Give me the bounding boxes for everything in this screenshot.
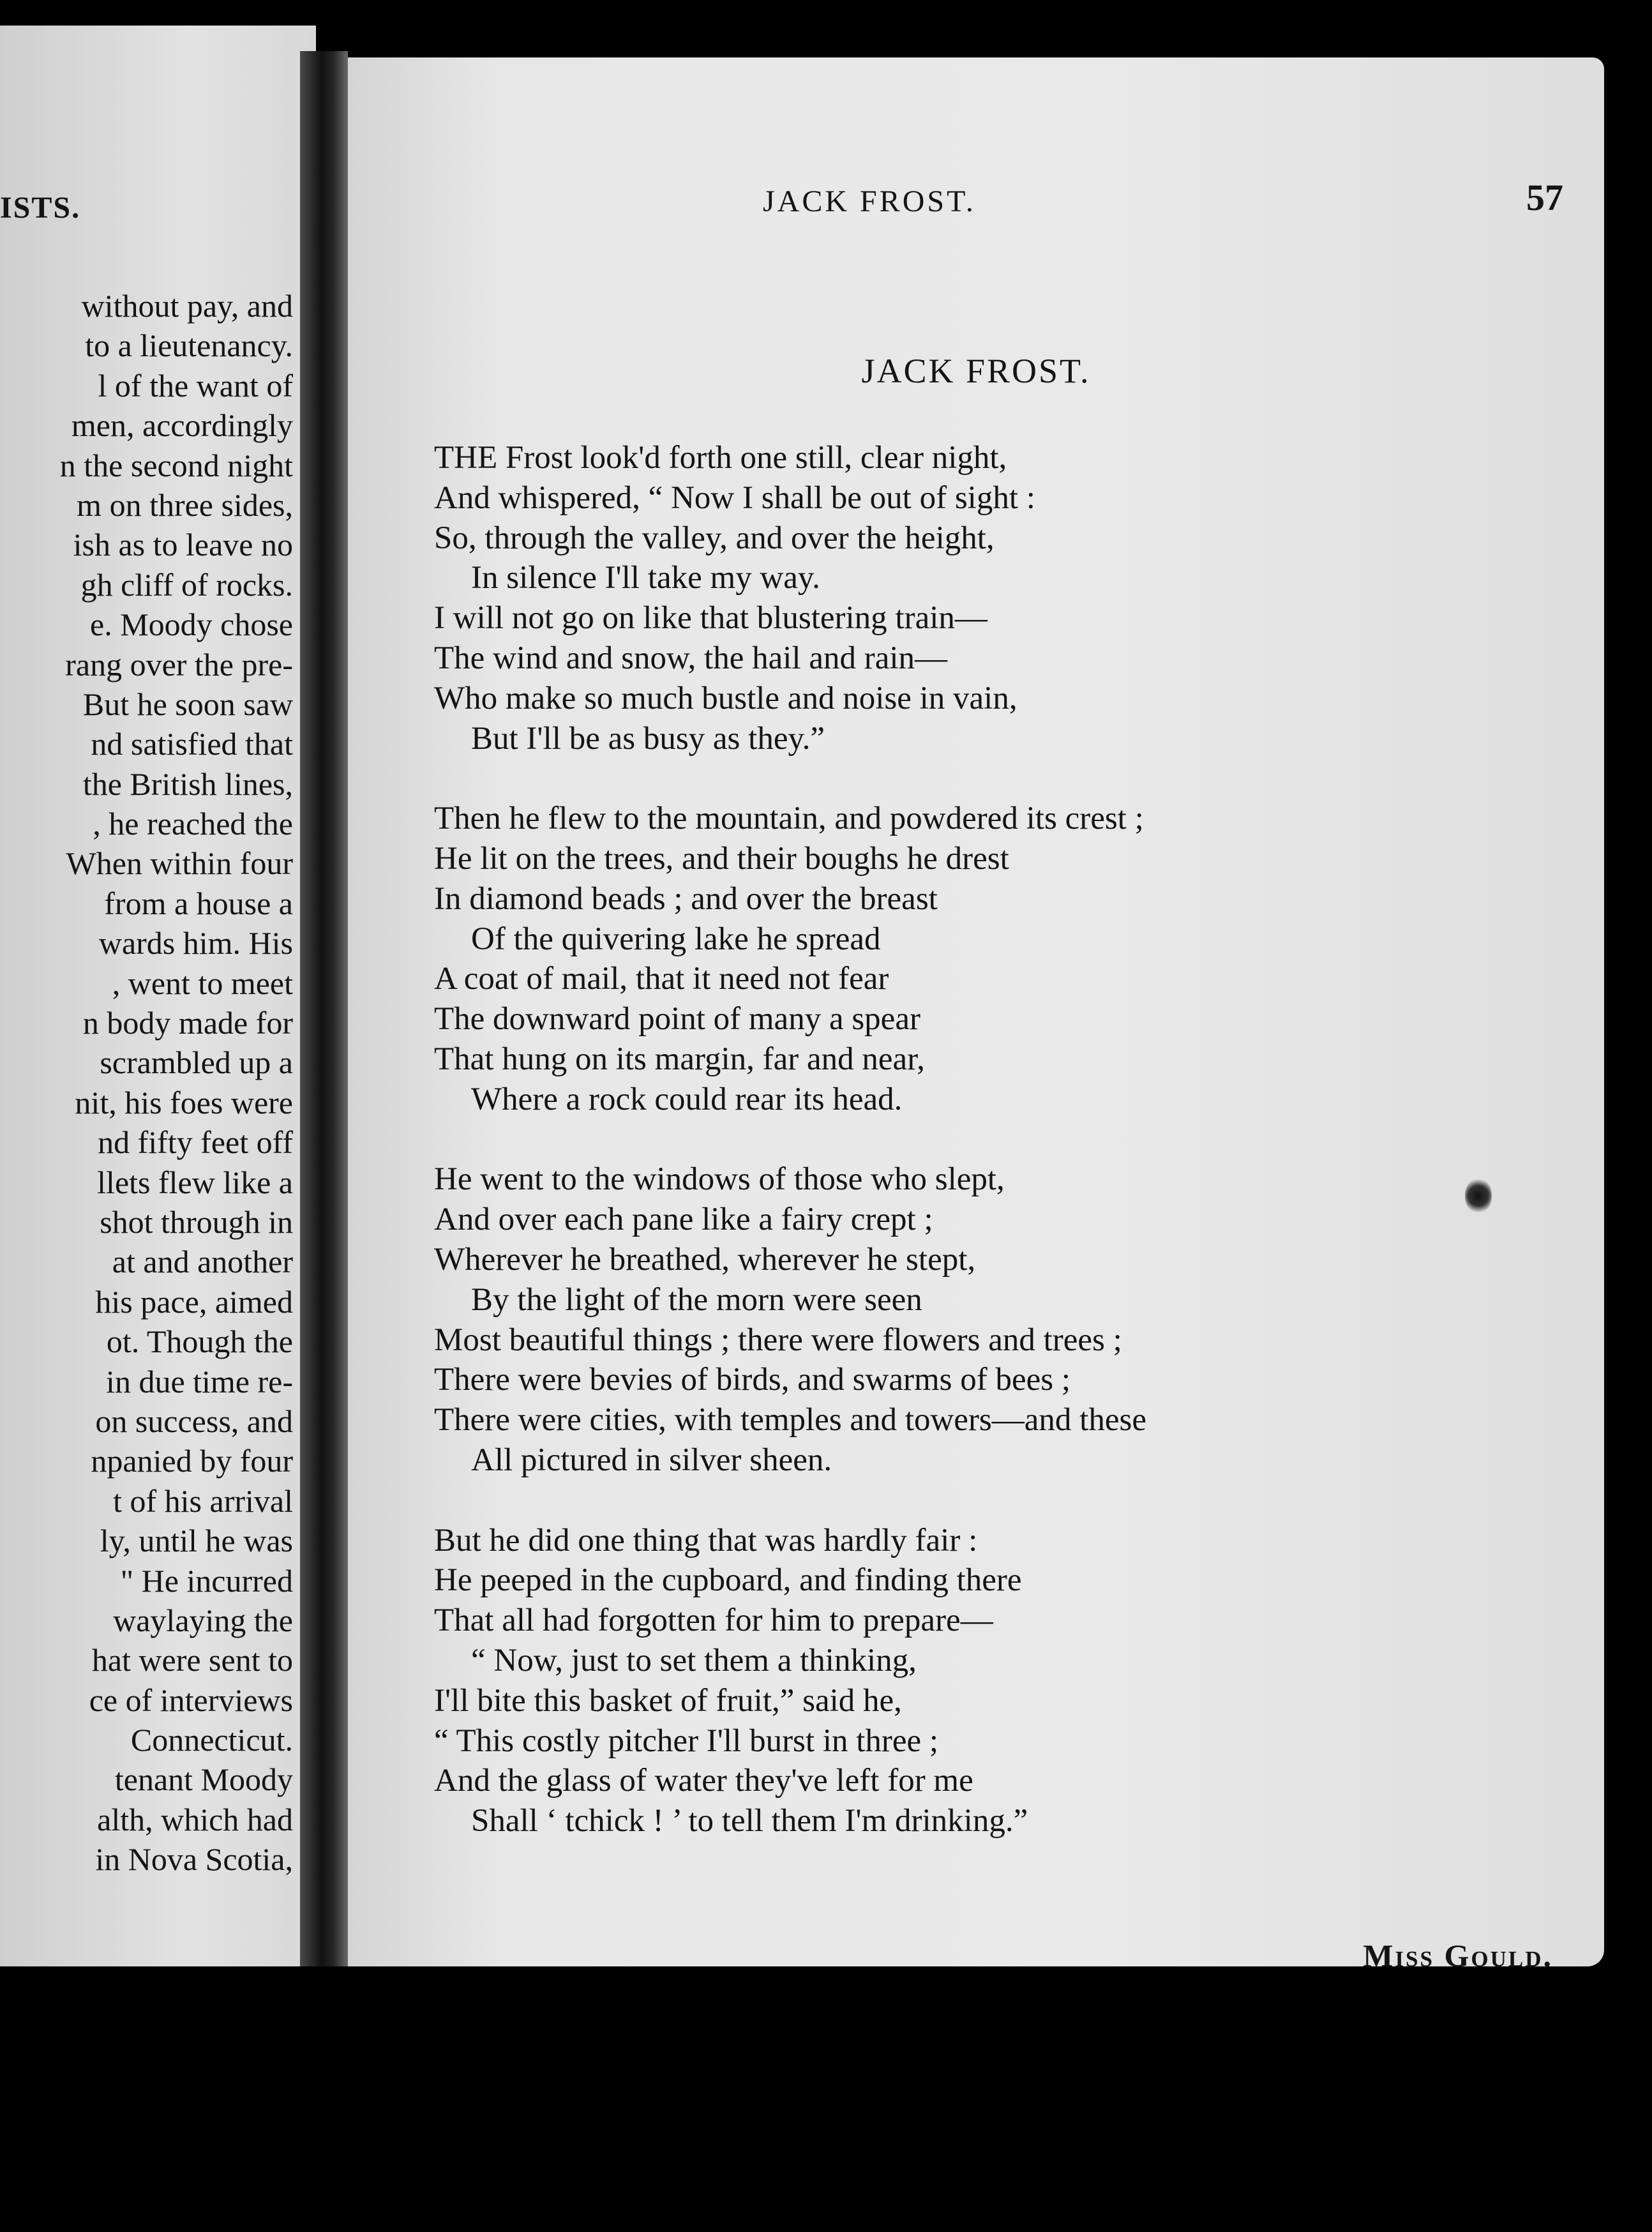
- facing-page-text: [0, 286, 293, 1880]
- facing-page-line: gh cliff of rocks.: [80, 566, 293, 603]
- facing-page-line: ish as to leave no: [73, 527, 293, 563]
- poem-line: In diamond beads ; and over the breast: [434, 880, 938, 917]
- poem-line: There were cities, with temples and towers—and these: [434, 1402, 1146, 1438]
- facing-page-line: When within four: [66, 845, 293, 882]
- poem-line: And over each pane like a fairy crept ;: [434, 1202, 933, 1238]
- running-title: JACK FROST.: [763, 185, 976, 218]
- poem-line: That all had forgotten for him to prepare—: [434, 1602, 993, 1639]
- poem-line: That hung on its margin, far and near,: [434, 1041, 925, 1077]
- poem-stanza: [434, 799, 1583, 1119]
- facing-page-line: waylaying the: [113, 1602, 293, 1638]
- poem-line: A coat of mail, that it need not fear: [434, 961, 889, 997]
- poem-line: “ This costly pitcher I'll burst in three ;: [434, 1723, 939, 1759]
- facing-page-line: wards him. His: [98, 925, 293, 961]
- poem-line: Who make so much bustle and noise in vain,: [434, 680, 1017, 716]
- poem-line: Wherever he breathed, wherever he stept,: [434, 1241, 976, 1278]
- facing-page-line: nd fifty feet off: [98, 1124, 293, 1161]
- ink-blot-mark: [1465, 1178, 1492, 1214]
- facing-page-line: at and another: [112, 1244, 293, 1280]
- page-number: 57: [1526, 177, 1563, 218]
- facing-page-line: llets flew like a: [97, 1164, 293, 1200]
- poem-line: He peeped in the cupboard, and finding there: [434, 1562, 1022, 1599]
- facing-page-line: ly, until he was: [100, 1523, 293, 1559]
- facing-page-line: ot. Though the: [106, 1323, 293, 1360]
- poem-line: Where a rock could rear its head.: [471, 1081, 903, 1117]
- facing-page-line: , he reached the: [93, 806, 293, 842]
- facing-page-line: t of his arrival: [113, 1482, 293, 1519]
- facing-page-line: to a lieutenancy.: [85, 328, 293, 364]
- facing-page-line: in due time re-: [106, 1363, 293, 1399]
- poem-line: All pictured in silver sheen.: [471, 1442, 832, 1478]
- facing-page-line: ce of interviews: [89, 1682, 293, 1718]
- facing-page-line: his pace, aimed: [95, 1283, 293, 1320]
- facing-page-line: tenant Moody: [114, 1761, 293, 1798]
- poem-line: Then he flew to the mountain, and powdered its crest ;: [434, 801, 1144, 837]
- facing-page-line: scrambled up a: [100, 1044, 293, 1081]
- poem-line: He went to the windows of those who slept,: [434, 1161, 1005, 1198]
- facing-page-fragment: [0, 26, 316, 1966]
- facing-page-line: n the second night: [59, 447, 293, 483]
- poem-stanza: [434, 1159, 1583, 1480]
- facing-page-line: e. Moody chose: [90, 607, 293, 643]
- book-gutter-shadow: [300, 51, 348, 1966]
- poem-line: I'll bite this basket of fruit,” said he,: [434, 1682, 902, 1719]
- book-page: [348, 57, 1604, 1966]
- facing-page-line: alth, which had: [97, 1801, 293, 1837]
- poem-stanza: [434, 1521, 1583, 1841]
- poem-line: The wind and snow, the hail and rain—: [434, 640, 947, 676]
- facing-page-running-title: ISTS.: [0, 191, 81, 225]
- facing-page-line: rang over the pre-: [65, 646, 293, 682]
- poem-line: But I'll be as busy as they.”: [471, 720, 825, 757]
- facing-page-line: nd satisfied that: [91, 726, 293, 762]
- poem-line: But he did one thing that was hardly fair :: [434, 1522, 978, 1558]
- poem-stanza: [434, 438, 1583, 758]
- facing-page-line: , went to meet: [112, 965, 293, 1001]
- facing-page-line: " He incurred: [120, 1562, 293, 1599]
- poem-line: “ Now, just to set them a thinking,: [471, 1642, 917, 1678]
- poem-line: He lit on the trees, and their boughs he drest: [434, 840, 1009, 877]
- poem-title: JACK FROST.: [861, 352, 1091, 390]
- poem-line: Shall ‘ tchick ! ’ to tell them I'm drinking.”: [471, 1803, 1028, 1839]
- poem-attribution: Miss Gould.: [1363, 1938, 1553, 1966]
- facing-page-line: in Nova Scotia,: [95, 1841, 293, 1878]
- facing-page-line: hat were sent to: [91, 1642, 293, 1678]
- facing-page-line: nit, his foes were: [75, 1084, 293, 1120]
- poem-line: In silence I'll take my way.: [471, 560, 820, 596]
- poem-line: Most beautiful things ; there were flowers and trees ;: [434, 1322, 1122, 1358]
- facing-page-line: on success, and: [95, 1403, 293, 1439]
- facing-page-line: m on three sides,: [77, 486, 293, 523]
- facing-page-line: from a house a: [104, 885, 293, 921]
- facing-page-line: Connecticut.: [130, 1722, 293, 1758]
- poem-line: THE Frost look'd forth one still, clear night,: [434, 440, 1007, 476]
- poem-line: And whispered, “ Now I shall be out of sight :: [434, 479, 1035, 516]
- poem-line: The downward point of many a spear: [434, 1001, 920, 1037]
- poem-line: Of the quivering lake he spread: [471, 921, 881, 957]
- facing-page-line: the British lines,: [82, 765, 293, 802]
- facing-page-line: l of the want of: [98, 367, 293, 403]
- poem-body: [434, 438, 1583, 1881]
- poem-line: So, through the valley, and over the height,: [434, 520, 995, 556]
- poem-line: I will not go on like that blustering train—: [434, 600, 987, 637]
- facing-page-line: n body made for: [82, 1005, 293, 1041]
- facing-page-line: npanied by four: [91, 1443, 293, 1479]
- facing-page-line: But he soon saw: [82, 686, 293, 722]
- poem-line: And the glass of water they've left for me: [434, 1763, 973, 1799]
- facing-page-line: without pay, and: [81, 288, 293, 324]
- poem-line: By the light of the morn were seen: [471, 1281, 922, 1318]
- poem-line: There were bevies of birds, and swarms of bees ;: [434, 1362, 1070, 1398]
- facing-page-line: men, accordingly: [71, 407, 293, 444]
- facing-page-line: shot through in: [100, 1203, 293, 1240]
